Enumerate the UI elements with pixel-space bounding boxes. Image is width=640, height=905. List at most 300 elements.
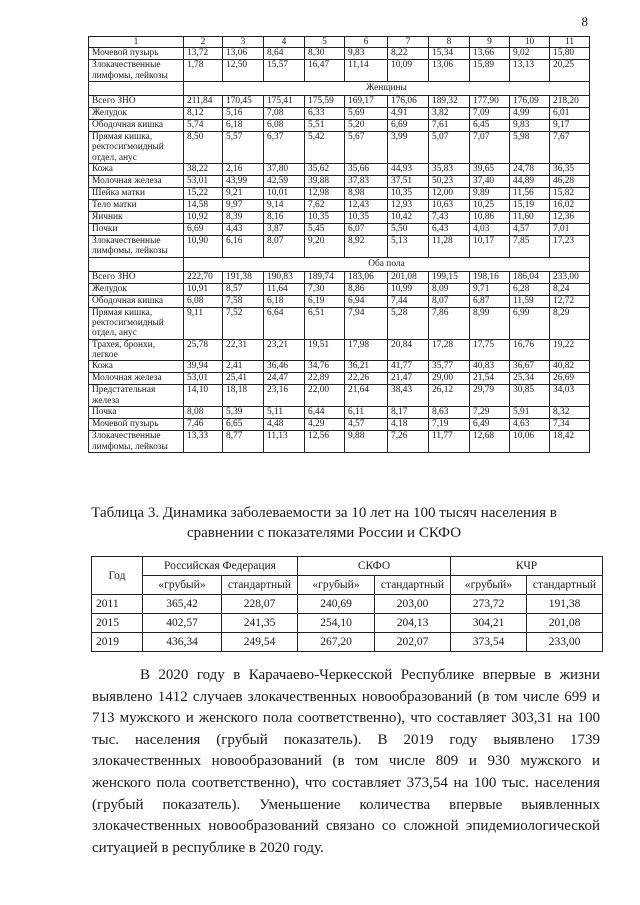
table-row (89, 271, 590, 283)
column-number: 4 (264, 37, 305, 48)
row-value: 7,09 (470, 108, 510, 120)
row-value: 29,79 (470, 385, 510, 407)
row-value: 8,08 (184, 407, 223, 419)
row-value: 44,89 (510, 176, 550, 188)
row-label: Молочная железа (89, 373, 184, 385)
row-value: 24,47 (264, 373, 305, 385)
value-cell: 202,07 (375, 633, 451, 652)
row-value: 7,85 (510, 236, 550, 258)
row-value: 15,82 (550, 188, 590, 200)
row-value: 2,16 (223, 164, 264, 176)
year-cell: 2011 (92, 595, 143, 614)
row-value: 36,67 (510, 361, 550, 373)
row-value: 9,02 (510, 48, 550, 60)
row-value: 8,57 (223, 283, 264, 295)
table-row (89, 307, 590, 339)
subheader: «грубый» (298, 576, 375, 595)
row-value: 35,66 (345, 164, 388, 176)
row-value: 34,03 (550, 385, 590, 407)
row-value: 6,37 (264, 132, 305, 164)
table-row (89, 373, 590, 385)
table-row (89, 48, 590, 60)
row-value: 8,09 (429, 283, 470, 295)
row-value: 39,65 (470, 164, 510, 176)
row-label: Почки (89, 224, 184, 236)
row-value: 6,18 (264, 295, 305, 307)
row-value: 17,23 (550, 236, 590, 258)
value-cell: 304,21 (451, 614, 527, 633)
row-value: 8,99 (470, 307, 510, 339)
table-row (89, 60, 590, 82)
table-row (89, 96, 590, 108)
row-value: 19,51 (305, 339, 345, 361)
row-value: 6,87 (470, 295, 510, 307)
row-value: 3,99 (388, 132, 429, 164)
row-value: 189,32 (429, 96, 470, 108)
row-value: 10,35 (388, 188, 429, 200)
row-value: 5,13 (388, 236, 429, 258)
row-value: 22,89 (305, 373, 345, 385)
row-value: 23,21 (264, 339, 305, 361)
row-value: 191,38 (223, 271, 264, 283)
row-value: 6,65 (223, 419, 264, 431)
row-value: 15,80 (550, 48, 590, 60)
row-value: 10,01 (264, 188, 305, 200)
row-value: 5,91 (510, 407, 550, 419)
row-value: 4,57 (510, 224, 550, 236)
column-number: 1 (89, 37, 184, 48)
row-label: Всего ЗНО (89, 271, 184, 283)
row-value: 38,43 (388, 385, 429, 407)
row-value: 4,18 (388, 419, 429, 431)
row-value: 9,21 (223, 188, 264, 200)
row-value: 6,51 (305, 307, 345, 339)
row-value: 7,94 (345, 307, 388, 339)
value-cell: 436,34 (143, 633, 222, 652)
row-label: Мочевой пузырь (89, 48, 184, 60)
row-value: 21,54 (470, 373, 510, 385)
table-row (89, 431, 590, 453)
row-value: 12,50 (223, 60, 264, 82)
row-value: 5,57 (223, 132, 264, 164)
row-value: 16,02 (550, 200, 590, 212)
row-value: 37,40 (470, 176, 510, 188)
dynamics-table (91, 556, 603, 652)
row-label: Почка (89, 407, 184, 419)
row-value: 44,93 (388, 164, 429, 176)
row-value: 1,78 (184, 60, 223, 82)
row-value: 6,16 (223, 236, 264, 258)
row-value: 29,00 (429, 373, 470, 385)
row-value: 42,59 (264, 176, 305, 188)
row-value: 37,83 (345, 176, 388, 188)
row-value: 177,90 (470, 96, 510, 108)
row-value: 6,94 (345, 295, 388, 307)
table-row (89, 236, 590, 258)
row-value: 13,06 (223, 48, 264, 60)
row-value: 8,17 (388, 407, 429, 419)
column-number-row (89, 37, 590, 48)
row-value: 7,44 (388, 295, 429, 307)
row-value: 11,13 (264, 431, 305, 453)
row-value: 10,06 (510, 431, 550, 453)
row-value: 43,99 (223, 176, 264, 188)
value-cell: 240,69 (298, 595, 375, 614)
subheader: стандартный (375, 576, 451, 595)
row-value: 22,26 (345, 373, 388, 385)
row-value: 11,64 (264, 283, 305, 295)
row-value: 12,72 (550, 295, 590, 307)
value-cell: 204,13 (375, 614, 451, 633)
row-value: 8,63 (429, 407, 470, 419)
incidence-table-body (89, 37, 590, 453)
summary-paragraph: В 2020 году в Карачаево-Черкесской Республике впервые в жизни выявлено 1412 случаев злокачественных новообразований (в том числе 699 и 713 мужского и женского пола соответственно), что составляет 303,31 на 100 тыс. населения (грубый показатель). В 2019 году выявлено 1739 злокачественных новообразований (в том числе 809 и 930 мужского и женского пола соответственно), что составляет 373,54 на 100 тыс. населения (грубый показатель). Уменьшение количества впервые выявленных злокачественных новообразований связано со сложной эпидемиологической ситуацией в республике в 2020 году. (92, 667, 600, 856)
row-value: 12,56 (305, 431, 345, 453)
row-value: 8,50 (184, 132, 223, 164)
group-header: КЧР (451, 557, 603, 576)
column-number: 5 (305, 37, 345, 48)
value-cell: 254,10 (298, 614, 375, 633)
row-value: 8,92 (345, 236, 388, 258)
table-row (89, 407, 590, 419)
row-value: 7,07 (470, 132, 510, 164)
row-value: 10,90 (184, 236, 223, 258)
row-value: 6,49 (470, 419, 510, 431)
row-value: 6,01 (550, 108, 590, 120)
row-value: 40,82 (550, 361, 590, 373)
row-value: 17,28 (429, 339, 470, 361)
row-value: 8,98 (345, 188, 388, 200)
dynamics-table-body (92, 595, 603, 652)
row-value: 35,83 (429, 164, 470, 176)
row-value: 20,25 (550, 60, 590, 82)
row-value: 7,58 (223, 295, 264, 307)
row-value: 5,20 (345, 120, 388, 132)
subheader: «грубый» (451, 576, 527, 595)
section-title: Оба пола (184, 257, 590, 271)
row-label: Предстательная железа (89, 385, 184, 407)
row-value: 8,29 (550, 307, 590, 339)
table-row (89, 385, 590, 407)
table-row (92, 633, 603, 652)
row-value: 7,34 (550, 419, 590, 431)
row-value: 7,43 (429, 212, 470, 224)
row-value: 7,46 (184, 419, 223, 431)
row-value: 2,41 (223, 361, 264, 373)
row-value: 19,22 (550, 339, 590, 361)
row-value: 7,67 (550, 132, 590, 164)
row-value: 8,22 (388, 48, 429, 60)
value-cell: 373,54 (451, 633, 527, 652)
row-label: Молочная железа (89, 176, 184, 188)
row-value: 10,99 (388, 283, 429, 295)
row-value: 4,29 (305, 419, 345, 431)
column-number: 6 (345, 37, 388, 48)
row-value: 10,17 (470, 236, 510, 258)
row-value: 18,42 (550, 431, 590, 453)
row-value: 8,24 (550, 283, 590, 295)
column-number: 9 (470, 37, 510, 48)
row-value: 10,92 (184, 212, 223, 224)
row-value: 39,94 (184, 361, 223, 373)
subheader: стандартный (527, 576, 603, 595)
row-value: 20,84 (388, 339, 429, 361)
year-cell: 2019 (92, 633, 143, 652)
row-value: 15,57 (264, 60, 305, 82)
table-row (89, 283, 590, 295)
row-value: 22,31 (223, 339, 264, 361)
section-empty-cell (89, 82, 184, 96)
row-value: 233,00 (550, 271, 590, 283)
row-value: 11,77 (429, 431, 470, 453)
row-value: 8,64 (264, 48, 305, 60)
row-value: 10,35 (305, 212, 345, 224)
row-value: 15,34 (429, 48, 470, 60)
row-value: 10,42 (388, 212, 429, 224)
row-value: 6,08 (264, 120, 305, 132)
row-value: 183,06 (345, 271, 388, 283)
row-value: 3,87 (264, 224, 305, 236)
value-cell: 365,42 (143, 595, 222, 614)
row-value: 36,21 (345, 361, 388, 373)
row-value: 5,50 (388, 224, 429, 236)
row-value: 16,47 (305, 60, 345, 82)
row-value: 36,35 (550, 164, 590, 176)
row-value: 198,16 (470, 271, 510, 283)
row-value: 5,67 (345, 132, 388, 164)
row-value: 9,83 (345, 48, 388, 60)
row-value: 6,08 (184, 295, 223, 307)
column-number: 11 (550, 37, 590, 48)
row-value: 13,33 (184, 431, 223, 453)
row-value: 17,75 (470, 339, 510, 361)
row-value: 5,07 (429, 132, 470, 164)
row-value: 14,10 (184, 385, 223, 407)
row-value: 13,06 (429, 60, 470, 82)
row-label: Желудок (89, 283, 184, 295)
row-value: 4,48 (264, 419, 305, 431)
row-value: 4,57 (345, 419, 388, 431)
row-value: 11,14 (345, 60, 388, 82)
table-row (89, 176, 590, 188)
column-number: 10 (510, 37, 550, 48)
row-value: 7,52 (223, 307, 264, 339)
row-value: 35,77 (429, 361, 470, 373)
row-value: 9,11 (184, 307, 223, 339)
row-value: 7,29 (470, 407, 510, 419)
row-value: 9,14 (264, 200, 305, 212)
value-cell: 267,20 (298, 633, 375, 652)
row-value: 6,18 (223, 120, 264, 132)
row-value: 37,51 (388, 176, 429, 188)
row-value: 11,60 (510, 212, 550, 224)
row-value: 170,45 (223, 96, 264, 108)
value-cell: 273,72 (451, 595, 527, 614)
row-value: 5,16 (223, 108, 264, 120)
row-value: 5,69 (345, 108, 388, 120)
row-value: 12,68 (470, 431, 510, 453)
row-value: 16,76 (510, 339, 550, 361)
row-value: 6,07 (345, 224, 388, 236)
row-value: 10,25 (470, 200, 510, 212)
row-value: 25,41 (223, 373, 264, 385)
row-label: Шейка матки (89, 188, 184, 200)
row-value: 10,63 (429, 200, 470, 212)
row-value: 38,22 (184, 164, 223, 176)
row-value: 6,45 (470, 120, 510, 132)
row-value: 15,19 (510, 200, 550, 212)
year-header: Год (92, 557, 143, 595)
incidence-table (88, 36, 590, 453)
value-cell: 402,57 (143, 614, 222, 633)
row-value: 7,01 (550, 224, 590, 236)
row-value: 176,09 (510, 96, 550, 108)
row-value: 53,01 (184, 176, 223, 188)
row-value: 13,66 (470, 48, 510, 60)
row-value: 9,89 (470, 188, 510, 200)
row-value: 34,76 (305, 361, 345, 373)
row-label: Ободочная кишка (89, 120, 184, 132)
row-value: 15,89 (470, 60, 510, 82)
row-label: Ободочная кишка (89, 295, 184, 307)
row-value: 12,00 (429, 188, 470, 200)
row-value: 5,45 (305, 224, 345, 236)
row-label: Злокачественные лимфомы, лейкозы (89, 236, 184, 258)
row-value: 25,78 (184, 339, 223, 361)
table-row (89, 108, 590, 120)
row-value: 8,86 (345, 283, 388, 295)
row-value: 8,39 (223, 212, 264, 224)
row-label: Злокачественные лимфомы, лейкозы (89, 431, 184, 453)
row-value: 10,91 (184, 283, 223, 295)
row-value: 190,83 (264, 271, 305, 283)
table-row (89, 339, 590, 361)
row-value: 30,85 (510, 385, 550, 407)
subheader: стандартный (222, 576, 298, 595)
row-value: 10,35 (345, 212, 388, 224)
row-value: 8,12 (184, 108, 223, 120)
row-label: Всего ЗНО (89, 96, 184, 108)
row-value: 189,74 (305, 271, 345, 283)
row-value: 4,03 (470, 224, 510, 236)
table-row (89, 224, 590, 236)
value-cell: 241,35 (222, 614, 298, 633)
row-value: 12,98 (305, 188, 345, 200)
section-row (89, 82, 590, 96)
row-value: 9,71 (470, 283, 510, 295)
dynamics-table-subheader (92, 576, 603, 595)
dynamics-table-group-header (92, 557, 603, 576)
row-value: 7,86 (429, 307, 470, 339)
column-number: 2 (184, 37, 223, 48)
row-value: 6,43 (429, 224, 470, 236)
value-cell: 233,00 (527, 633, 603, 652)
group-header: Российская Федерация (143, 557, 298, 576)
row-value: 6,99 (510, 307, 550, 339)
row-value: 9,97 (223, 200, 264, 212)
row-label: Трахея, бронхи, легкое (89, 339, 184, 361)
row-value: 37,80 (264, 164, 305, 176)
row-value: 7,30 (305, 283, 345, 295)
table-row (89, 361, 590, 373)
table-row (89, 200, 590, 212)
row-value: 12,36 (550, 212, 590, 224)
row-value: 10,86 (470, 212, 510, 224)
row-value: 7,08 (264, 108, 305, 120)
row-value: 9,20 (305, 236, 345, 258)
row-label: Прямая кишка, ректосигмоидный отдел, анус (89, 132, 184, 164)
row-value: 25,34 (510, 373, 550, 385)
row-value: 24,78 (510, 164, 550, 176)
table-row (89, 188, 590, 200)
row-value: 7,62 (305, 200, 345, 212)
row-value: 8,77 (223, 431, 264, 453)
row-value: 17,98 (345, 339, 388, 361)
row-label: Кожа (89, 164, 184, 176)
row-value: 5,39 (223, 407, 264, 419)
group-header: СКФО (298, 557, 451, 576)
row-value: 10,09 (388, 60, 429, 82)
table-row (89, 212, 590, 224)
row-value: 222,70 (184, 271, 223, 283)
row-value: 218,20 (550, 96, 590, 108)
row-value: 176,06 (388, 96, 429, 108)
row-label: Яичник (89, 212, 184, 224)
column-number: 3 (223, 37, 264, 48)
row-value: 6,44 (305, 407, 345, 419)
row-value: 199,15 (429, 271, 470, 283)
row-label: Мочевой пузырь (89, 419, 184, 431)
row-value: 186,04 (510, 271, 550, 283)
row-value: 21,47 (388, 373, 429, 385)
table-row (89, 132, 590, 164)
value-cell: 249,54 (222, 633, 298, 652)
row-value: 5,28 (388, 307, 429, 339)
row-label: Кожа (89, 361, 184, 373)
row-label: Прямая кишка, ректосигмоидный отдел, анус (89, 307, 184, 339)
year-cell: 2015 (92, 614, 143, 633)
row-value: 4,63 (510, 419, 550, 431)
value-cell: 203,00 (375, 595, 451, 614)
row-value: 21,64 (345, 385, 388, 407)
row-value: 13,72 (184, 48, 223, 60)
section-title: Женщины (184, 82, 590, 96)
row-value: 9,17 (550, 120, 590, 132)
row-value: 8,32 (550, 407, 590, 419)
row-value: 22,00 (305, 385, 345, 407)
column-number: 7 (388, 37, 429, 48)
row-value: 4,91 (388, 108, 429, 120)
row-value: 4,43 (223, 224, 264, 236)
row-value: 6,69 (184, 224, 223, 236)
row-value: 8,30 (305, 48, 345, 60)
table-row (89, 295, 590, 307)
table-row (92, 595, 603, 614)
row-value: 6,19 (305, 295, 345, 307)
column-number: 8 (429, 37, 470, 48)
table-row (89, 419, 590, 431)
row-value: 3,82 (429, 108, 470, 120)
section-empty-cell (89, 257, 184, 271)
row-value: 8,07 (264, 236, 305, 258)
table-row (89, 164, 590, 176)
table-row (89, 120, 590, 132)
subheader: «грубый» (143, 576, 222, 595)
row-value: 175,41 (264, 96, 305, 108)
row-label: Злокачественные лимфомы, лейкозы (89, 60, 184, 82)
section-row (89, 257, 590, 271)
row-value: 6,28 (510, 283, 550, 295)
